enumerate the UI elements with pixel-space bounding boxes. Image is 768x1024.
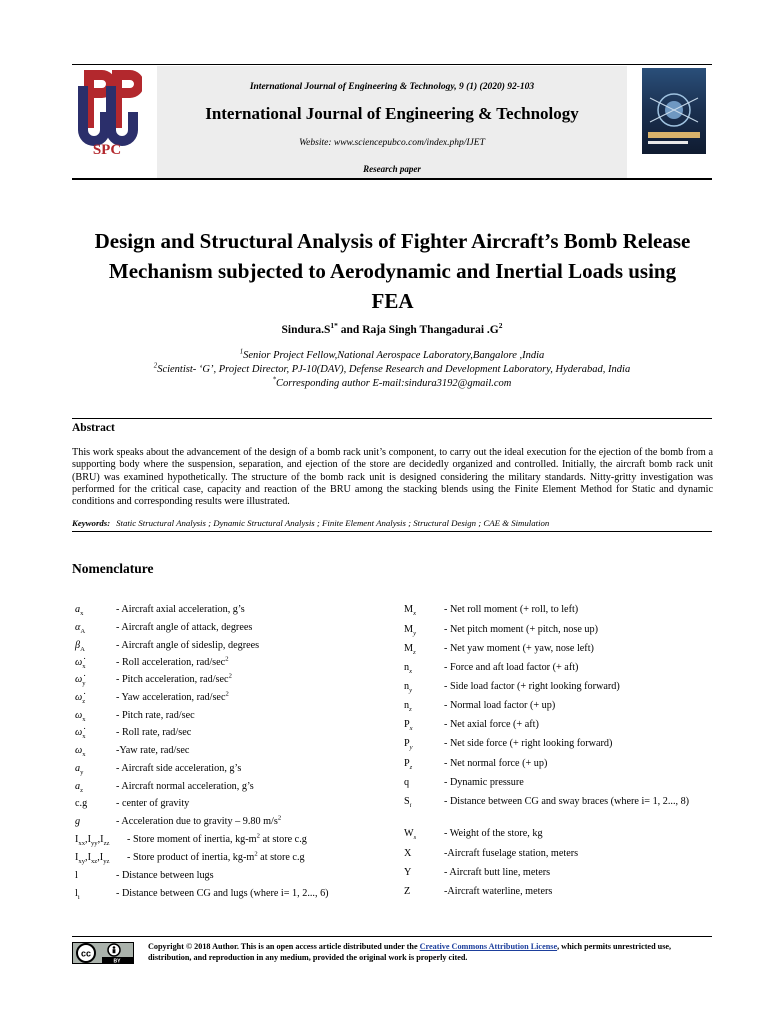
symbol-base: Z xyxy=(404,886,411,897)
definition-superscript: 2 xyxy=(225,690,229,698)
nomenclature-definition: - Store product of inertia, $kg-m^2$ at store c.g xyxy=(127,850,305,863)
nomenclature-symbol xyxy=(75,745,86,757)
symbol-subscript: xx xyxy=(78,840,86,848)
nomenclature-symbol xyxy=(75,692,85,704)
symbol-subscript: s xyxy=(413,834,417,842)
symbol-base: n xyxy=(404,700,410,711)
symbol-base: P xyxy=(404,758,410,769)
symbol-subscript: y xyxy=(82,680,86,688)
corresponding-text: Corresponding author E-mail:sindura3192@gmail.com xyxy=(276,378,512,389)
author-line xyxy=(72,321,712,336)
nomenclature-definition: - Net side force (+ right looking forward) xyxy=(444,738,613,749)
affiliation-2 xyxy=(72,364,712,375)
symbol-subscript: x xyxy=(80,610,84,618)
symbol-base: c.g xyxy=(75,798,88,809)
cc-by-license-icon[interactable] xyxy=(72,942,134,964)
footer-rule xyxy=(72,936,712,937)
symbol-subscript: z xyxy=(409,764,413,772)
symbol-base: X xyxy=(404,848,412,859)
nomenclature-symbol xyxy=(404,604,416,616)
cc-badge-text: BY xyxy=(113,958,121,964)
nomenclature-symbol xyxy=(75,657,86,669)
nomenclature-definition: - center of gravity xyxy=(116,798,190,809)
affiliation-1 xyxy=(72,350,712,361)
nomenclature-symbol xyxy=(404,662,412,674)
nomenclature-definition: - Weight of the store, kg xyxy=(444,828,543,839)
nomenclature-definition: - Aircraft axial acceleration, g’s xyxy=(116,604,245,615)
nomenclature-definition: -Yaw rate, rad/sec xyxy=(116,745,190,756)
symbol-base: S xyxy=(404,796,410,807)
nomenclature-definition: - Roll acceleration, rad/$\sec^2$ xyxy=(116,655,229,668)
journal-header xyxy=(72,66,712,178)
nomenclature-heading: Nomenclature xyxy=(72,561,154,576)
nomenclature-symbol xyxy=(75,816,80,828)
keywords-text: Static Structural Analysis ; Dynamic Structural Analysis ; Finite Element Analysis ; Structural Design ; CAE & Simulation xyxy=(116,518,550,528)
svg-text:cc: cc xyxy=(80,948,92,959)
copyright-notice xyxy=(148,941,716,963)
definition-superscript: 2 xyxy=(228,672,232,680)
symbol-base: ω̇ xyxy=(75,657,83,668)
nomenclature-definition: - Net pitch moment (+ pitch, nose up) xyxy=(444,624,598,635)
symbol-base: a xyxy=(75,781,81,792)
nomenclature-definition: - Store moment of inertia, $kg-m^2$ at store c.g xyxy=(127,832,307,845)
nomenclature-definition: - Aircraft butt line, meters xyxy=(444,867,551,878)
nomenclature-symbol xyxy=(404,643,416,655)
definition-superscript: 2 xyxy=(254,850,258,858)
affiliation-2-text: Scientist- ‘G’, Project Director, PJ-10(DAV), Defense Research and Development Laboratory, Hyderabad, India xyxy=(157,364,631,375)
nomenclature-symbol xyxy=(75,888,80,900)
symbol-subscript: x xyxy=(409,725,413,733)
symbol-base: P xyxy=(404,719,410,730)
symbol-base: M xyxy=(404,604,414,615)
nomenclature-symbol xyxy=(404,828,416,840)
symbol-base: q xyxy=(404,777,410,788)
symbol-subscript: y xyxy=(409,744,413,752)
affiliation-2-marker: 2 xyxy=(153,362,158,370)
symbol-base: α xyxy=(75,622,81,633)
nomenclature-symbol xyxy=(404,796,412,808)
symbol-subscript: xy xyxy=(78,858,86,866)
nomenclature-symbol xyxy=(75,763,83,775)
symbol-subscript: y xyxy=(409,687,413,695)
symbol-subscript: A xyxy=(80,646,85,654)
nomenclature-definition: - Roll rate, rad/sec xyxy=(116,727,192,738)
nomenclature-definition: - Aircraft normal acceleration, g’s xyxy=(116,781,254,792)
symbol-base: ω̇ xyxy=(75,727,83,738)
abstract-bottom-rule xyxy=(72,531,712,532)
journal-cover-image xyxy=(642,68,706,154)
nomenclature-symbol xyxy=(404,867,411,879)
paper-title: Design and Structural Analysis of Fighter Aircraft’s Bomb Release Mechanism subjected to Aerodynamic and Inertial Loads using FEA xyxy=(94,229,691,313)
nomenclature-definition: - Force and aft load factor (+ aft) xyxy=(444,662,579,673)
symbol-subscript: z xyxy=(413,649,416,657)
affiliation-1-text: Senior Project Fellow,National Aerospace Laboratory,Bangalore ,India xyxy=(243,350,545,361)
symbol-base: n xyxy=(404,662,410,673)
definition-superscript: 2 xyxy=(225,655,229,663)
header-center-panel xyxy=(157,66,627,178)
nomenclature-definition: - Net yaw moment (+ yaw, nose left) xyxy=(444,643,594,654)
symbol-subscript: yz xyxy=(103,858,110,866)
definition-superscript: 2 xyxy=(277,814,282,822)
nomenclature-definition: - Side load factor (+ right looking forward) xyxy=(444,681,620,692)
symbol-subscript: y xyxy=(413,630,417,638)
symbol-subscript: yy xyxy=(90,840,98,848)
nomenclature-definition: - Aircraft angle of sideslip, degrees xyxy=(116,640,260,651)
copyright-text-post: , which permits unrestricted use, distribution, and reproduction in any medium, provided the original work is properly cited. xyxy=(148,942,672,962)
symbol-base: P xyxy=(404,738,410,749)
symbol-base: ω̇ xyxy=(75,692,83,703)
nomenclature-definition: - Aircraft side acceleration, g’s xyxy=(116,763,242,774)
corresponding-marker: * xyxy=(272,376,277,384)
symbol-base: ω xyxy=(75,710,83,721)
symbol-base: M xyxy=(404,624,414,635)
symbol-subscript: z xyxy=(80,787,84,795)
nomenclature-definition: - Dynamic pressure xyxy=(444,777,524,788)
journal-name: International Journal of Engineering & Technology xyxy=(205,104,579,123)
nomenclature-symbol xyxy=(404,758,412,770)
symbol-subscript: x xyxy=(82,716,86,724)
nomenclature-symbol xyxy=(404,719,413,731)
nomenclature-symbol xyxy=(75,798,87,810)
symbol-base: l xyxy=(75,888,78,899)
symbol-base: β xyxy=(75,640,81,651)
nomenclature-symbol xyxy=(404,738,413,750)
nomenclature-definition: -Aircraft waterline, meters xyxy=(444,886,553,897)
nomenclature-symbol xyxy=(404,681,412,693)
nomenclature-symbol xyxy=(404,700,412,712)
symbol-base: Y xyxy=(404,867,412,878)
symbol-subscript: z xyxy=(82,698,86,706)
nomenclature-definition: - Pitch acceleration, rad/$\sec^2$ xyxy=(116,672,232,685)
nomenclature-definition: - Net axial force (+ aft) xyxy=(444,719,539,730)
abstract-text: This work speaks about the advancement of the design of a bomb rack unit’s component, to carry out the ideal execution for the ejection of the bomb from a supporting body where the suspension, separation, and ejection of the store are decidedly organized and controlled. Initially, the aircraft bomb rack unit (BRU) was examined hypothetically. The structure of the bomb rack unit is designed considering the military standards. Nitty-gritty investigation was performed for the critical case, capacity and reaction of the BRU among the stacking blends using the Finite Element Method for Static and dynamic conditions and corresponding results were illustrated. xyxy=(72,447,713,508)
header-bottom-rule xyxy=(72,178,712,180)
author-1-marker: 1* xyxy=(330,321,338,331)
logo-text: SPC xyxy=(92,142,122,158)
symbol-subscript: i xyxy=(77,894,80,902)
nomenclature-definition: - Normal load factor (+ up) xyxy=(444,700,556,711)
nomenclature-definition: -Aircraft fuselage station, meters xyxy=(444,848,579,859)
spc-logo xyxy=(72,66,142,158)
keywords-label: Keywords: xyxy=(72,518,111,528)
license-link[interactable]: Creative Commons Attribution License xyxy=(419,942,558,951)
author-2-marker: 2 xyxy=(498,321,503,331)
paper-type: Research paper xyxy=(363,164,421,174)
symbol-base: W xyxy=(404,828,414,839)
nomenclature-definition: - Distance between CG and sway braces (where i= 1, 2..., 8) xyxy=(444,796,690,807)
symbol-base: a xyxy=(75,604,81,615)
symbol-subscript: A xyxy=(80,628,86,636)
symbol-base: a xyxy=(75,763,81,774)
nomenclature-symbol xyxy=(75,622,85,634)
author-connector: and xyxy=(337,324,363,336)
author-1: Sindura.S xyxy=(281,324,331,336)
symbol-base: ω̇ xyxy=(75,674,83,685)
journal-website[interactable]: Website: www.sciencepubco.com/index.php/IJET xyxy=(299,138,485,148)
author-2: Raja Singh Thangadurai .G xyxy=(362,324,499,336)
keywords xyxy=(72,518,713,528)
symbol-base: I xyxy=(75,834,79,845)
nomenclature-symbol xyxy=(404,624,416,636)
symbol-base: n xyxy=(404,681,410,692)
symbol-subscript: zz xyxy=(103,840,110,848)
symbol-base: ω xyxy=(75,745,83,756)
nomenclature-symbol: $I_{xy},I_{xz},I_{yz}$ xyxy=(75,852,110,866)
symbol-subscript: i xyxy=(409,802,412,810)
nomenclature-symbol: $I_{xx},I_{yy},I_{zz}$ xyxy=(75,834,110,848)
nomenclature-definition: - Acceleration due to gravity – 9.80 $m/s^2$ xyxy=(116,814,282,827)
nomenclature-symbol xyxy=(75,674,86,686)
header-top-rule xyxy=(72,64,712,65)
nomenclature-symbol xyxy=(75,640,85,652)
symbol-subscript: x xyxy=(413,610,417,618)
symbol-subscript: x xyxy=(82,663,86,671)
abstract-top-rule xyxy=(72,418,712,419)
symbol-subscript: x xyxy=(409,668,413,676)
symbol-base: I xyxy=(75,852,79,863)
nomenclature-symbol xyxy=(75,727,86,739)
symbol-subscript: z xyxy=(409,706,412,714)
nomenclature-definition: - Distance between lugs xyxy=(116,870,214,881)
corresponding-author xyxy=(72,378,712,389)
nomenclature-symbol xyxy=(75,710,86,722)
copyright-text-pre: Copyright © 2018 Author. This is an open access article distributed under the xyxy=(148,942,420,951)
nomenclature-symbol xyxy=(404,886,410,898)
nomenclature-symbol xyxy=(75,781,83,793)
nomenclature-definition: - Aircraft angle of attack, degrees xyxy=(116,622,253,633)
symbol-subscript: xz xyxy=(90,858,98,866)
nomenclature-symbol xyxy=(404,848,411,860)
symbol-subscript: x xyxy=(82,733,86,741)
nomenclature-symbol xyxy=(75,604,83,616)
journal-reference: International Journal of Engineering & Technology, 9 (1) (2020) 92-103 xyxy=(249,82,535,92)
abstract-heading: Abstract xyxy=(72,422,115,434)
symbol-base: l xyxy=(75,870,78,881)
nomenclature-symbol xyxy=(404,777,409,789)
nomenclature-definition: - Net roll moment (+ roll, to left) xyxy=(444,604,579,615)
nomenclature-symbol xyxy=(75,870,78,882)
nomenclature-definition: - Distance between CG and lugs (where i= 1, 2..., 6) xyxy=(116,888,329,899)
definition-superscript: 2 xyxy=(256,832,260,840)
symbol-subscript: x xyxy=(82,751,86,759)
symbol-subscript: y xyxy=(80,769,84,777)
nomenclature-definition: - Pitch rate, rad/sec xyxy=(116,710,195,721)
nomenclature-definition: - Net normal force (+ up) xyxy=(444,758,548,769)
affiliation-1-marker: 1 xyxy=(239,348,244,356)
symbol-base: M xyxy=(404,643,414,654)
nomenclature-definition: - Yaw acceleration, rad/$\sec^2$ xyxy=(116,690,229,703)
symbol-base: g xyxy=(75,816,81,827)
